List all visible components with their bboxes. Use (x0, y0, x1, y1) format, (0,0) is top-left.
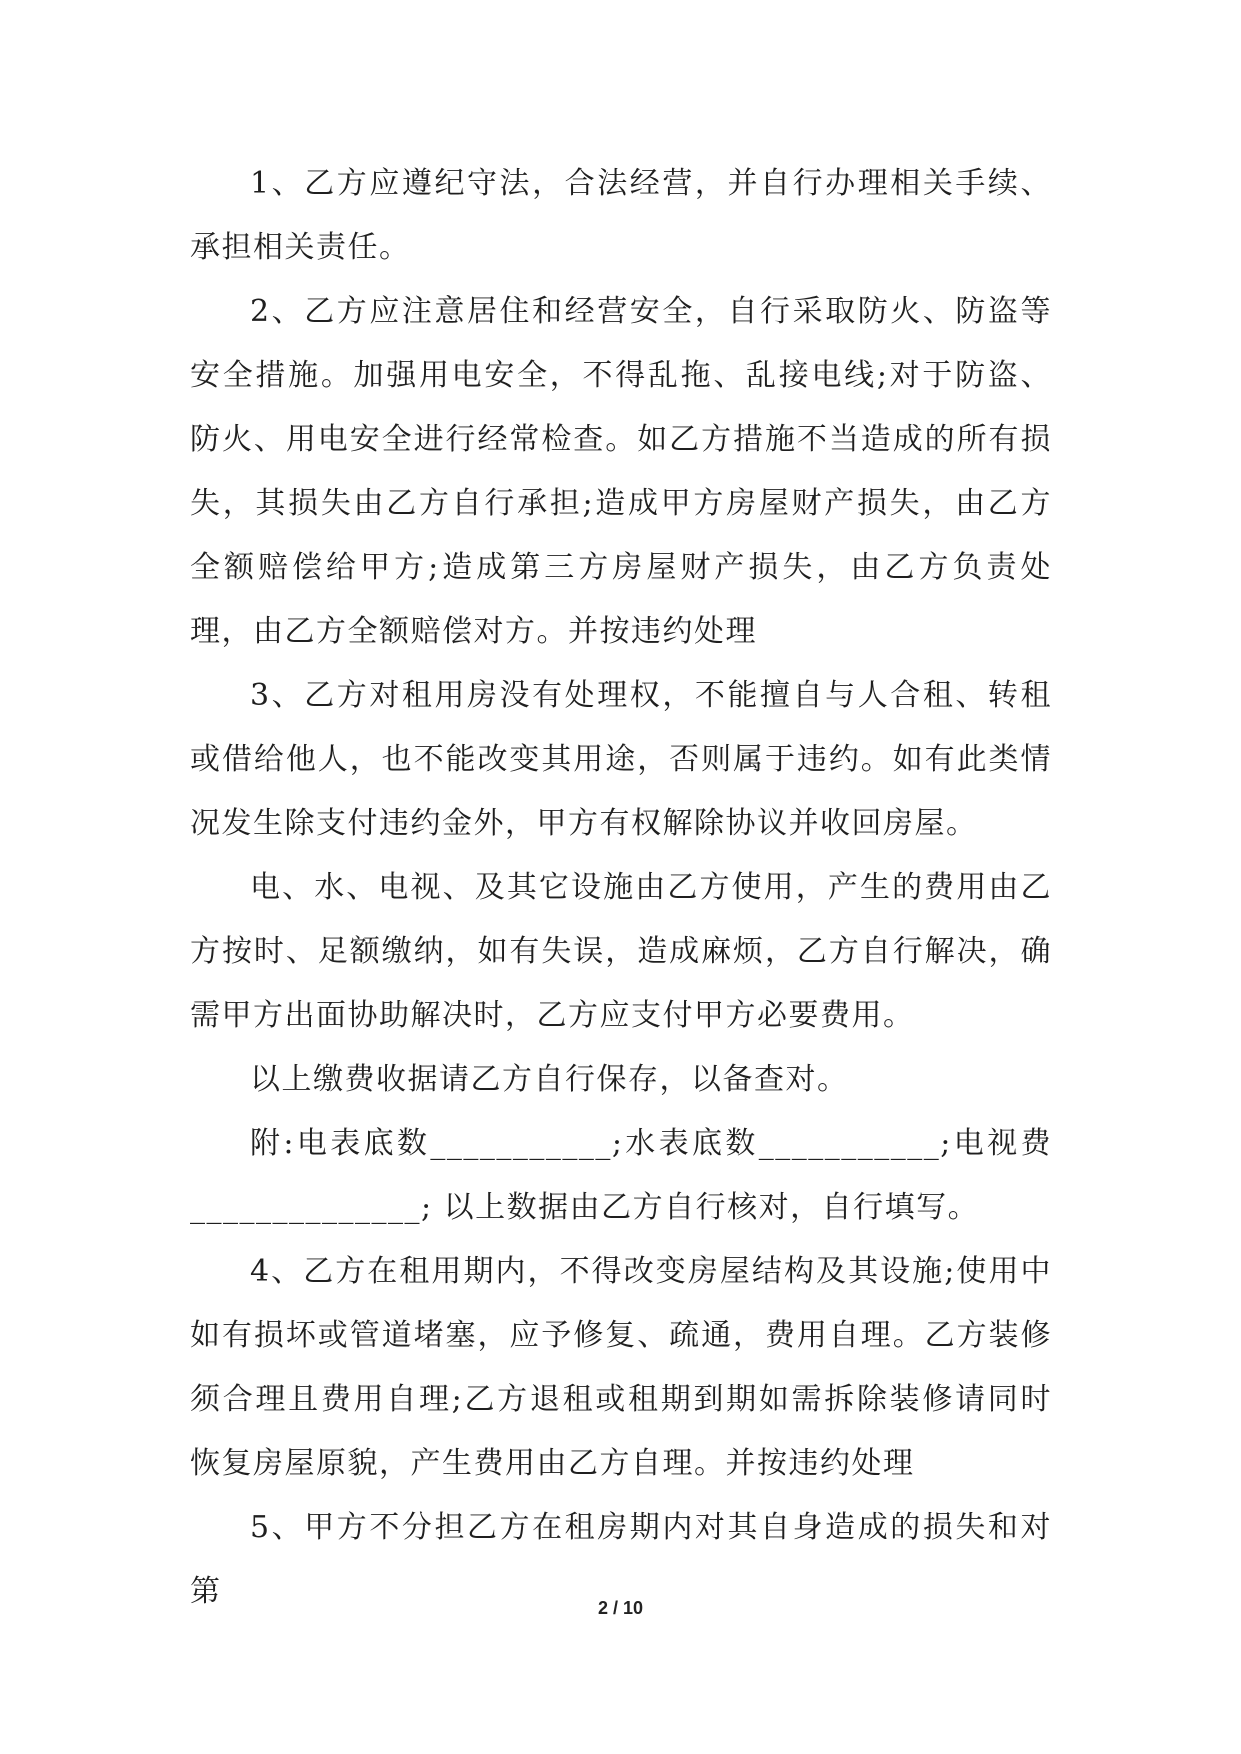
paragraph-clause-2: 2、乙方应注意居住和经营安全，自行采取防火、防盗等安全措施。加强用电安全，不得乱拖、乱接电线;对于防盗、防火、用电安全进行经常检查。如乙方措施不当造成的所有损失，其损失由乙方自行承担;造成甲方房屋财产损失，由乙方全额赔偿给甲方;造成第三方房屋财产损失，由乙方负责处理，由乙方全额赔偿对方。并按违约处理 (190, 294, 1052, 649)
paragraph-utilities: 电、水、电视、及其它设施由乙方使用，产生的费用由乙方按时、足额缴纳，如有失误，造成麻烦，乙方自行解决，确需甲方出面协助解决时，乙方应支付甲方必要费用。 (190, 870, 1052, 1033)
paragraph-clause-4: 4、乙方在租用期内，不得改变房屋结构及其设施;使用中如有损坏或管道堵塞，应予修复、疏通，费用自理。乙方装修须合理且费用自理;乙方退租或租期到期如需拆除装修请同时恢复房屋原貌，产生费用由乙方自理。并按违约处理 (190, 1254, 1052, 1481)
paragraph-clause-3: 3、乙方对租用房没有处理权，不能擅自与人合租、转租或借给他人，也不能改变其用途，否则属于违约。如有此类情况发生除支付违约金外，甲方有权解除协议并收回房屋。 (190, 678, 1052, 841)
paragraph-receipts: 以上缴费收据请乙方自行保存，以备查对。 (250, 1062, 849, 1097)
page-number: 2 / 10 (597, 1598, 644, 1618)
paragraph-clause-1: 1、乙方应遵纪守法，合法经营，并自行办理相关手续、承担相关责任。 (190, 166, 1052, 265)
paragraph-clause-5: 5、甲方不分担乙方在租房期内对其自身造成的损失和对第 (190, 1510, 1052, 1609)
paragraph-meter-readings: 附:电表底数___________;水表底数___________;电视费______________; 以上数据由乙方自行核对，自行填写。 (190, 1126, 1052, 1225)
document-body (190, 152, 1052, 1624)
